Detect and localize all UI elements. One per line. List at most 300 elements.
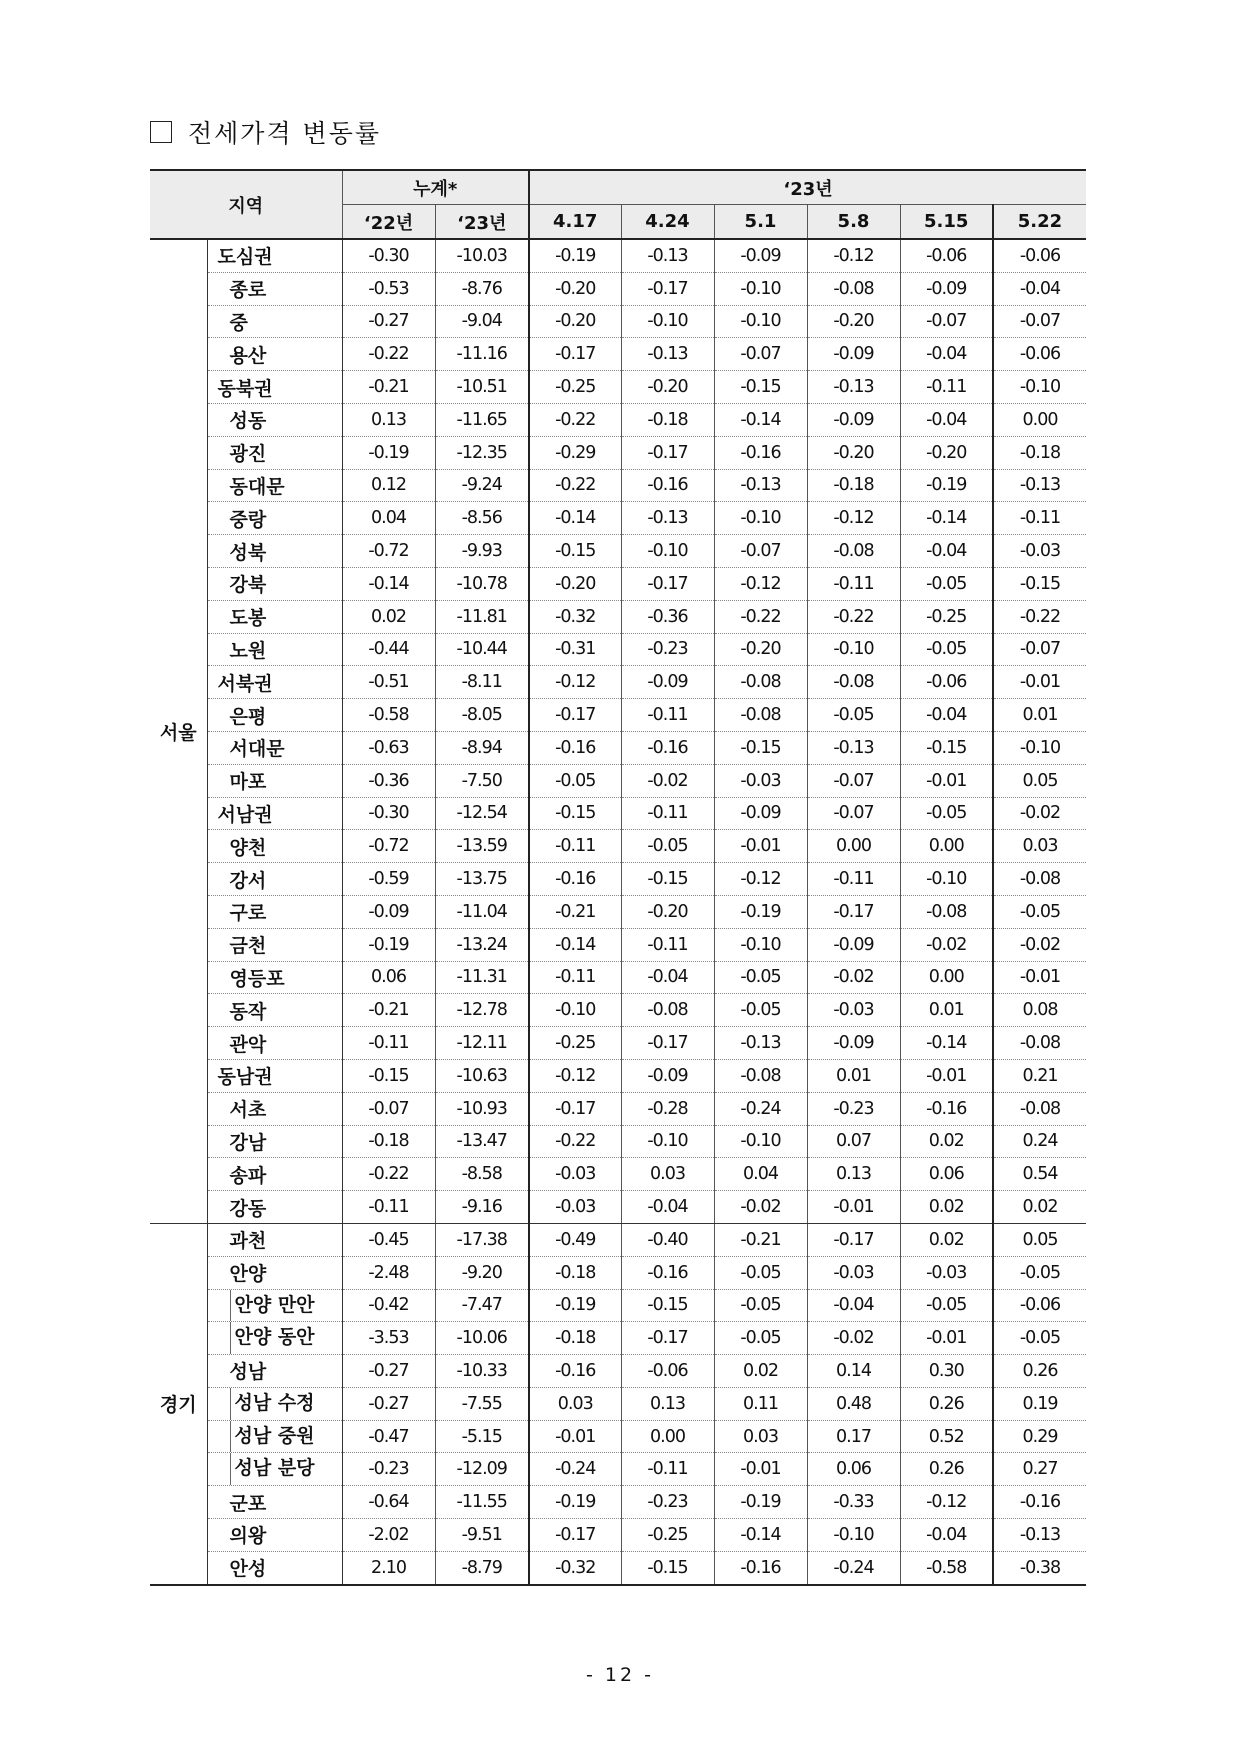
weekly-value-cell: -0.05 — [621, 830, 714, 863]
area-name-cell: 성북 — [207, 535, 342, 568]
table-row — [150, 1027, 1086, 1060]
weekly-value-cell: -0.04 — [900, 699, 993, 732]
table-row — [150, 239, 1086, 272]
weekly-value-cell: -0.09 — [714, 239, 807, 272]
weekly-value-cell: -0.07 — [900, 305, 993, 338]
cumulative-value-cell: -11.55 — [435, 1486, 529, 1519]
header-week: 4.17 — [529, 205, 621, 240]
weekly-value-cell: -0.12 — [807, 502, 900, 535]
weekly-value-cell: -0.03 — [807, 994, 900, 1027]
weekly-value-cell: -0.12 — [900, 1486, 993, 1519]
weekly-value-cell: 0.17 — [807, 1420, 900, 1453]
weekly-value-cell: -0.08 — [807, 272, 900, 305]
weekly-value-cell: -0.33 — [807, 1486, 900, 1519]
cumulative-value-cell: -0.63 — [342, 731, 435, 764]
area-name: 안양 만안 — [230, 1290, 342, 1322]
weekly-value-cell: -0.16 — [529, 1355, 621, 1388]
weekly-value-cell: -0.02 — [993, 928, 1086, 961]
weekly-value-cell: 0.19 — [993, 1387, 1086, 1420]
cumulative-value-cell: -11.16 — [435, 338, 529, 371]
weekly-value-cell: 0.29 — [993, 1420, 1086, 1453]
weekly-value-cell: -0.18 — [529, 1256, 621, 1289]
weekly-value-cell: -0.28 — [621, 1092, 714, 1125]
area-name: 성남 수정 — [230, 1388, 342, 1420]
weekly-value-cell: -0.03 — [529, 1191, 621, 1224]
weekly-value-cell: -0.15 — [714, 731, 807, 764]
weekly-value-cell: -0.14 — [900, 502, 993, 535]
weekly-value-cell: -0.22 — [529, 403, 621, 436]
weekly-value-cell: 0.05 — [993, 764, 1086, 797]
table-row — [150, 1191, 1086, 1224]
weekly-value-cell: -0.02 — [900, 928, 993, 961]
weekly-value-cell: -0.05 — [714, 1289, 807, 1322]
area-name-cell: 마포 — [207, 764, 342, 797]
cumulative-value-cell: -7.55 — [435, 1387, 529, 1420]
area-name: 성남 분당 — [230, 1453, 342, 1485]
weekly-value-cell: -0.08 — [993, 863, 1086, 896]
weekly-value-cell: 0.48 — [807, 1387, 900, 1420]
weekly-value-cell: -0.10 — [714, 928, 807, 961]
weekly-value-cell: -0.06 — [900, 666, 993, 699]
weekly-value-cell: -0.24 — [714, 1092, 807, 1125]
weekly-value-cell: -0.07 — [807, 764, 900, 797]
weekly-value-cell: -0.23 — [807, 1092, 900, 1125]
weekly-value-cell: -0.17 — [807, 1223, 900, 1256]
region-cell: 경기 — [150, 1223, 207, 1584]
area-name-cell: 서대문 — [207, 731, 342, 764]
weekly-value-cell: -0.11 — [529, 830, 621, 863]
weekly-value-cell: -0.10 — [714, 305, 807, 338]
header-week: 5.1 — [714, 205, 807, 240]
weekly-value-cell: -0.10 — [807, 633, 900, 666]
cumulative-value-cell: -17.38 — [435, 1223, 529, 1256]
area-name-cell: 도심권 — [207, 239, 342, 272]
weekly-value-cell: -0.49 — [529, 1223, 621, 1256]
area-name-cell: 용산 — [207, 338, 342, 371]
weekly-value-cell: -0.11 — [621, 797, 714, 830]
cumulative-value-cell: -0.07 — [342, 1092, 435, 1125]
weekly-value-cell: 0.00 — [621, 1420, 714, 1453]
cumulative-value-cell: -8.58 — [435, 1158, 529, 1191]
weekly-value-cell: -0.17 — [621, 272, 714, 305]
area-name-cell: 강동 — [207, 1191, 342, 1224]
weekly-value-cell: -0.05 — [993, 1256, 1086, 1289]
area-name-cell — [207, 1322, 342, 1355]
weekly-value-cell: 0.03 — [714, 1420, 807, 1453]
header-week: 5.15 — [900, 205, 993, 240]
table-row — [150, 1519, 1086, 1552]
table-row — [150, 1387, 1086, 1420]
weekly-value-cell: -0.19 — [900, 469, 993, 502]
table-row — [150, 1092, 1086, 1125]
cumulative-value-cell: -0.27 — [342, 1355, 435, 1388]
cumulative-value-cell: -11.81 — [435, 600, 529, 633]
area-name-cell: 서남권 — [207, 797, 342, 830]
cumulative-value-cell: -5.15 — [435, 1420, 529, 1453]
weekly-value-cell: -0.06 — [900, 239, 993, 272]
weekly-value-cell: -0.17 — [621, 567, 714, 600]
weekly-value-cell: -0.09 — [621, 1059, 714, 1092]
weekly-value-cell: -0.32 — [529, 1551, 621, 1584]
weekly-value-cell: 0.07 — [807, 1125, 900, 1158]
weekly-value-cell: -0.20 — [529, 272, 621, 305]
weekly-value-cell: -0.10 — [993, 371, 1086, 404]
cumulative-value-cell: -0.21 — [342, 371, 435, 404]
table-row — [150, 305, 1086, 338]
cumulative-value-cell: -13.47 — [435, 1125, 529, 1158]
page-title — [150, 114, 381, 150]
weekly-value-cell: -0.13 — [621, 338, 714, 371]
weekly-value-cell: 0.06 — [900, 1158, 993, 1191]
weekly-value-cell: -0.02 — [621, 764, 714, 797]
weekly-value-cell: -0.05 — [900, 1289, 993, 1322]
table-row — [150, 863, 1086, 896]
cumulative-value-cell: -0.72 — [342, 830, 435, 863]
weekly-value-cell: -0.07 — [714, 535, 807, 568]
weekly-value-cell: -0.15 — [529, 797, 621, 830]
weekly-value-cell: -0.07 — [714, 338, 807, 371]
area-name-cell: 관악 — [207, 1027, 342, 1060]
cumulative-value-cell: 2.10 — [342, 1551, 435, 1584]
table-row — [150, 1223, 1086, 1256]
cumulative-value-cell: -8.76 — [435, 272, 529, 305]
weekly-value-cell: -0.01 — [993, 961, 1086, 994]
cumulative-value-cell: -10.44 — [435, 633, 529, 666]
weekly-value-cell: -0.13 — [621, 502, 714, 535]
cumulative-value-cell: -10.78 — [435, 567, 529, 600]
title-text: 전세가격 변동률 — [188, 119, 381, 148]
area-name-cell: 강서 — [207, 863, 342, 896]
cumulative-value-cell: -12.35 — [435, 436, 529, 469]
weekly-value-cell: -0.10 — [807, 1519, 900, 1552]
weekly-value-cell: -0.09 — [621, 666, 714, 699]
weekly-value-cell: -0.10 — [529, 994, 621, 1027]
weekly-value-cell: -0.08 — [900, 895, 993, 928]
header-year: ‘23년 — [529, 170, 1086, 205]
weekly-value-cell: -0.06 — [993, 239, 1086, 272]
weekly-value-cell: -0.19 — [714, 895, 807, 928]
weekly-value-cell: -0.16 — [993, 1486, 1086, 1519]
cumulative-value-cell: -9.24 — [435, 469, 529, 502]
cumulative-value-cell: -0.11 — [342, 1191, 435, 1224]
weekly-value-cell: -0.29 — [529, 436, 621, 469]
cumulative-value-cell: -10.93 — [435, 1092, 529, 1125]
weekly-value-cell: 0.03 — [529, 1387, 621, 1420]
weekly-value-cell: -0.04 — [621, 961, 714, 994]
table-row — [150, 633, 1086, 666]
weekly-value-cell: -0.05 — [807, 699, 900, 732]
weekly-value-cell: 0.01 — [900, 994, 993, 1027]
weekly-value-cell: 0.27 — [993, 1453, 1086, 1486]
header-cumulative: 누계* — [342, 170, 529, 205]
weekly-value-cell: -0.05 — [714, 961, 807, 994]
area-name-cell: 구로 — [207, 895, 342, 928]
cumulative-value-cell: -0.72 — [342, 535, 435, 568]
weekly-value-cell: -0.18 — [807, 469, 900, 502]
table-row — [150, 1289, 1086, 1322]
cumulative-value-cell: -11.04 — [435, 895, 529, 928]
weekly-value-cell: -0.17 — [529, 1092, 621, 1125]
weekly-value-cell: -0.08 — [714, 1059, 807, 1092]
weekly-value-cell: -0.13 — [714, 1027, 807, 1060]
weekly-value-cell: 0.00 — [900, 830, 993, 863]
weekly-value-cell: -0.22 — [529, 469, 621, 502]
cumulative-value-cell: -0.53 — [342, 272, 435, 305]
weekly-value-cell: -0.11 — [993, 502, 1086, 535]
weekly-value-cell: -0.20 — [807, 305, 900, 338]
weekly-value-cell: -0.05 — [900, 567, 993, 600]
weekly-value-cell: -0.17 — [621, 1027, 714, 1060]
weekly-value-cell: 0.02 — [993, 1191, 1086, 1224]
table-row — [150, 1125, 1086, 1158]
cumulative-value-cell: -7.47 — [435, 1289, 529, 1322]
weekly-value-cell: 0.26 — [993, 1355, 1086, 1388]
weekly-value-cell: -0.07 — [993, 633, 1086, 666]
weekly-value-cell: -0.13 — [807, 731, 900, 764]
weekly-value-cell: -0.25 — [529, 371, 621, 404]
weekly-value-cell: 0.00 — [900, 961, 993, 994]
area-name-cell — [207, 1453, 342, 1486]
cumulative-value-cell: -0.36 — [342, 764, 435, 797]
cumulative-value-cell: -7.50 — [435, 764, 529, 797]
weekly-value-cell: -0.32 — [529, 600, 621, 633]
cumulative-value-cell: -0.30 — [342, 239, 435, 272]
weekly-value-cell: -0.17 — [529, 1519, 621, 1552]
table-row — [150, 1551, 1086, 1584]
header-week: 4.24 — [621, 205, 714, 240]
weekly-value-cell: 0.26 — [900, 1453, 993, 1486]
weekly-value-cell: 0.13 — [807, 1158, 900, 1191]
weekly-value-cell: -0.05 — [900, 633, 993, 666]
weekly-value-cell: -0.09 — [900, 272, 993, 305]
area-name-cell: 강북 — [207, 567, 342, 600]
cumulative-value-cell: -10.63 — [435, 1059, 529, 1092]
weekly-value-cell: -0.14 — [529, 502, 621, 535]
weekly-value-cell: 0.52 — [900, 1420, 993, 1453]
weekly-value-cell: -0.10 — [621, 305, 714, 338]
weekly-value-cell: -0.02 — [993, 797, 1086, 830]
weekly-value-cell: -0.01 — [900, 764, 993, 797]
weekly-value-cell: -0.31 — [529, 633, 621, 666]
cumulative-value-cell: -11.65 — [435, 403, 529, 436]
cumulative-value-cell: 0.04 — [342, 502, 435, 535]
weekly-value-cell: 0.05 — [993, 1223, 1086, 1256]
weekly-value-cell: -0.04 — [900, 338, 993, 371]
weekly-value-cell: -0.12 — [529, 1059, 621, 1092]
weekly-value-cell: -0.25 — [900, 600, 993, 633]
area-name-cell — [207, 1387, 342, 1420]
cumulative-value-cell: -8.56 — [435, 502, 529, 535]
area-name-cell: 중랑 — [207, 502, 342, 535]
cumulative-value-cell: -8.11 — [435, 666, 529, 699]
cumulative-value-cell: 0.13 — [342, 403, 435, 436]
weekly-value-cell: -0.15 — [900, 731, 993, 764]
weekly-value-cell: -0.06 — [621, 1355, 714, 1388]
cumulative-value-cell: -8.79 — [435, 1551, 529, 1584]
area-name-cell: 의왕 — [207, 1519, 342, 1552]
area-name-cell: 성남 — [207, 1355, 342, 1388]
weekly-value-cell: -0.23 — [621, 1486, 714, 1519]
weekly-value-cell: -0.10 — [900, 863, 993, 896]
cumulative-value-cell: -0.47 — [342, 1420, 435, 1453]
weekly-value-cell: -0.04 — [900, 535, 993, 568]
area-name-cell: 은평 — [207, 699, 342, 732]
cumulative-value-cell: -0.09 — [342, 895, 435, 928]
weekly-value-cell: -0.09 — [714, 797, 807, 830]
weekly-value-cell: -0.03 — [900, 1256, 993, 1289]
weekly-value-cell: -0.21 — [529, 895, 621, 928]
cumulative-value-cell: -10.51 — [435, 371, 529, 404]
area-name-cell: 광진 — [207, 436, 342, 469]
header-week: 5.8 — [807, 205, 900, 240]
area-name-cell: 양천 — [207, 830, 342, 863]
area-name-cell: 영등포 — [207, 961, 342, 994]
area-name-cell: 노원 — [207, 633, 342, 666]
table-row — [150, 371, 1086, 404]
area-name-cell — [207, 1420, 342, 1453]
area-name-cell: 동남권 — [207, 1059, 342, 1092]
weekly-value-cell: -0.10 — [714, 1125, 807, 1158]
weekly-value-cell: -0.22 — [807, 600, 900, 633]
weekly-value-cell: -0.16 — [714, 436, 807, 469]
table-row — [150, 1453, 1086, 1486]
weekly-value-cell: -0.02 — [807, 961, 900, 994]
cumulative-value-cell: -8.05 — [435, 699, 529, 732]
weekly-value-cell: -0.17 — [529, 699, 621, 732]
table-row — [150, 600, 1086, 633]
weekly-value-cell: -0.20 — [714, 633, 807, 666]
table-row — [150, 535, 1086, 568]
cumulative-value-cell: -12.11 — [435, 1027, 529, 1060]
weekly-value-cell: -0.19 — [714, 1486, 807, 1519]
weekly-value-cell: -0.05 — [714, 1322, 807, 1355]
cumulative-value-cell: -0.22 — [342, 1158, 435, 1191]
table-row — [150, 731, 1086, 764]
cumulative-value-cell: -0.23 — [342, 1453, 435, 1486]
weekly-value-cell: -0.10 — [714, 272, 807, 305]
weekly-value-cell: -0.09 — [807, 928, 900, 961]
weekly-value-cell: -0.15 — [621, 1289, 714, 1322]
weekly-value-cell: -0.22 — [993, 600, 1086, 633]
weekly-value-cell: -0.12 — [714, 863, 807, 896]
area-name-cell: 동대문 — [207, 469, 342, 502]
weekly-value-cell: 0.00 — [807, 830, 900, 863]
weekly-value-cell: -0.05 — [993, 895, 1086, 928]
weekly-value-cell: -0.19 — [529, 1486, 621, 1519]
cumulative-value-cell: -9.20 — [435, 1256, 529, 1289]
cumulative-value-cell: -0.14 — [342, 567, 435, 600]
weekly-value-cell: 0.13 — [621, 1387, 714, 1420]
cumulative-value-cell: -0.27 — [342, 1387, 435, 1420]
weekly-value-cell: -0.09 — [807, 338, 900, 371]
weekly-value-cell: -0.19 — [529, 239, 621, 272]
weekly-value-cell: -0.08 — [714, 699, 807, 732]
cumulative-value-cell: -13.59 — [435, 830, 529, 863]
cumulative-value-cell: -8.94 — [435, 731, 529, 764]
weekly-value-cell: 0.00 — [993, 403, 1086, 436]
cumulative-value-cell: -0.11 — [342, 1027, 435, 1060]
area-name-cell: 강남 — [207, 1125, 342, 1158]
table-row — [150, 1059, 1086, 1092]
weekly-value-cell: -0.12 — [714, 567, 807, 600]
cumulative-value-cell: -13.75 — [435, 863, 529, 896]
weekly-value-cell: -0.16 — [621, 731, 714, 764]
weekly-value-cell: -0.16 — [621, 469, 714, 502]
weekly-value-cell: -0.03 — [993, 535, 1086, 568]
weekly-value-cell: -0.18 — [621, 403, 714, 436]
area-name: 성남 중원 — [230, 1421, 342, 1453]
cumulative-value-cell: -2.02 — [342, 1519, 435, 1552]
weekly-value-cell: 0.54 — [993, 1158, 1086, 1191]
weekly-value-cell: -0.17 — [621, 1322, 714, 1355]
weekly-value-cell: -0.11 — [529, 961, 621, 994]
weekly-value-cell: -0.04 — [621, 1191, 714, 1224]
weekly-value-cell: 0.04 — [714, 1158, 807, 1191]
cumulative-value-cell: -0.15 — [342, 1059, 435, 1092]
weekly-value-cell: -0.05 — [714, 994, 807, 1027]
table-row — [150, 272, 1086, 305]
weekly-value-cell: -0.21 — [714, 1223, 807, 1256]
table-row — [150, 1486, 1086, 1519]
table-row — [150, 699, 1086, 732]
weekly-value-cell: -0.04 — [900, 1519, 993, 1552]
cumulative-value-cell: -0.42 — [342, 1289, 435, 1322]
weekly-value-cell: -0.16 — [529, 731, 621, 764]
weekly-value-cell: -0.01 — [529, 1420, 621, 1453]
weekly-value-cell: -0.02 — [714, 1191, 807, 1224]
cumulative-value-cell: -0.30 — [342, 797, 435, 830]
weekly-value-cell: 0.02 — [900, 1191, 993, 1224]
weekly-value-cell: -0.16 — [529, 863, 621, 896]
cumulative-value-cell: -9.16 — [435, 1191, 529, 1224]
area-name-cell: 서초 — [207, 1092, 342, 1125]
weekly-value-cell: -0.17 — [807, 895, 900, 928]
weekly-value-cell: -0.10 — [621, 1125, 714, 1158]
region-cell: 서울 — [150, 239, 207, 1223]
area-name-cell: 군포 — [207, 1486, 342, 1519]
weekly-value-cell: -0.14 — [714, 403, 807, 436]
weekly-value-cell: -0.14 — [900, 1027, 993, 1060]
cumulative-value-cell: -12.78 — [435, 994, 529, 1027]
weekly-value-cell: -0.15 — [621, 863, 714, 896]
cumulative-value-cell: -0.58 — [342, 699, 435, 732]
cumulative-value-cell: -0.19 — [342, 436, 435, 469]
cumulative-value-cell: 0.12 — [342, 469, 435, 502]
table-row — [150, 567, 1086, 600]
weekly-value-cell: -0.15 — [529, 535, 621, 568]
weekly-value-cell: -0.11 — [621, 1453, 714, 1486]
weekly-value-cell: -0.36 — [621, 600, 714, 633]
weekly-value-cell: -0.14 — [714, 1519, 807, 1552]
weekly-value-cell: -0.03 — [529, 1158, 621, 1191]
weekly-value-cell: -0.40 — [621, 1223, 714, 1256]
table-row — [150, 764, 1086, 797]
area-name-cell: 동북권 — [207, 371, 342, 404]
cumulative-value-cell: -11.31 — [435, 961, 529, 994]
cumulative-value-cell: -0.45 — [342, 1223, 435, 1256]
table-row — [150, 961, 1086, 994]
weekly-value-cell: 0.24 — [993, 1125, 1086, 1158]
table-row — [150, 403, 1086, 436]
weekly-value-cell: 0.01 — [993, 699, 1086, 732]
cumulative-value-cell: -10.06 — [435, 1322, 529, 1355]
area-name-cell — [207, 1289, 342, 1322]
weekly-value-cell: -0.20 — [807, 436, 900, 469]
weekly-value-cell: -0.18 — [993, 436, 1086, 469]
area-name-cell: 동작 — [207, 994, 342, 1027]
weekly-value-cell: 0.08 — [993, 994, 1086, 1027]
table-row — [150, 469, 1086, 502]
